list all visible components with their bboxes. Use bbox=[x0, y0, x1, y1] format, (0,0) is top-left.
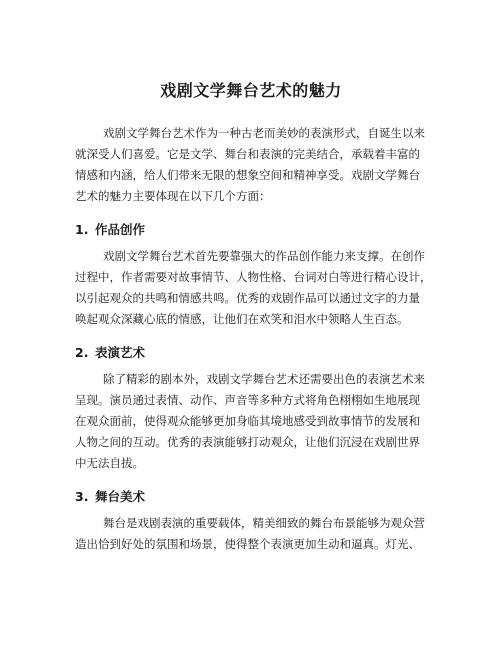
section-title: 舞台美术 bbox=[95, 489, 146, 504]
section-line: 呈现。演员通过表情、动作、声音等多种方式将角色栩栩如生地展现 bbox=[75, 393, 420, 407]
intro-line-3: 情感和内涵，给人们带来无限的想象空间和精神享受。戏剧文学舞台 bbox=[75, 168, 420, 182]
section-line: 唤起观众深藏心底的情感，让他们在欢笑和泪水中领略人生百态。 bbox=[75, 312, 409, 326]
section-line: 人物之间的互动。优秀的表演能够打动观众，让他们沉浸在戏剧世界 bbox=[75, 435, 420, 449]
section-line: 中无法自拔。 bbox=[75, 456, 144, 470]
section-line: 舞台是戏剧表演的重要载体，精美细致的舞台布景能够为观众营 bbox=[103, 516, 425, 530]
page-title: 戏剧文学舞台艺术的魅力 bbox=[160, 81, 342, 100]
section-title: 作品创作 bbox=[95, 222, 146, 237]
section-line: 以引起观众的共鸣和情感共鸣。优秀的戏剧作品可以通过文字的力量 bbox=[75, 291, 420, 305]
section-heading bbox=[75, 220, 145, 240]
intro-line-4: 艺术的魅力主要体现在以下几个方面： bbox=[75, 189, 271, 203]
section-title: 表演艺术 bbox=[95, 345, 146, 360]
section-number: 1. bbox=[75, 222, 89, 237]
section-number: 3. bbox=[75, 489, 89, 504]
section-number: 2. bbox=[75, 345, 89, 360]
section-line: 除了精彩的剧本外，戏剧文学舞台艺术还需要出色的表演艺术来 bbox=[103, 372, 425, 386]
section-line: 在观众面前，使得观众能够更加身临其境地感受到故事情节的发展和 bbox=[75, 414, 420, 428]
intro-line-1: 戏剧文学舞台艺术作为一种古老而美妙的表演形式，自诞生以来 bbox=[103, 126, 425, 140]
section-line: 造出恰到好处的氛围和场景，使得整个表演更加生动和逼真。灯光、 bbox=[75, 537, 420, 551]
section-heading bbox=[75, 487, 145, 507]
section-line: 过程中，作者需要对故事情节、人物性格、台词对白等进行精心设计， bbox=[75, 270, 432, 284]
section-line: 戏剧文学舞台艺术首先要靠强大的作品创作能力来支撑。在创作 bbox=[103, 249, 425, 263]
section-heading bbox=[75, 343, 145, 363]
intro-line-2: 就深受人们喜爱。它是文学、舞台和表演的完美结合，承载着丰富的 bbox=[75, 147, 420, 161]
